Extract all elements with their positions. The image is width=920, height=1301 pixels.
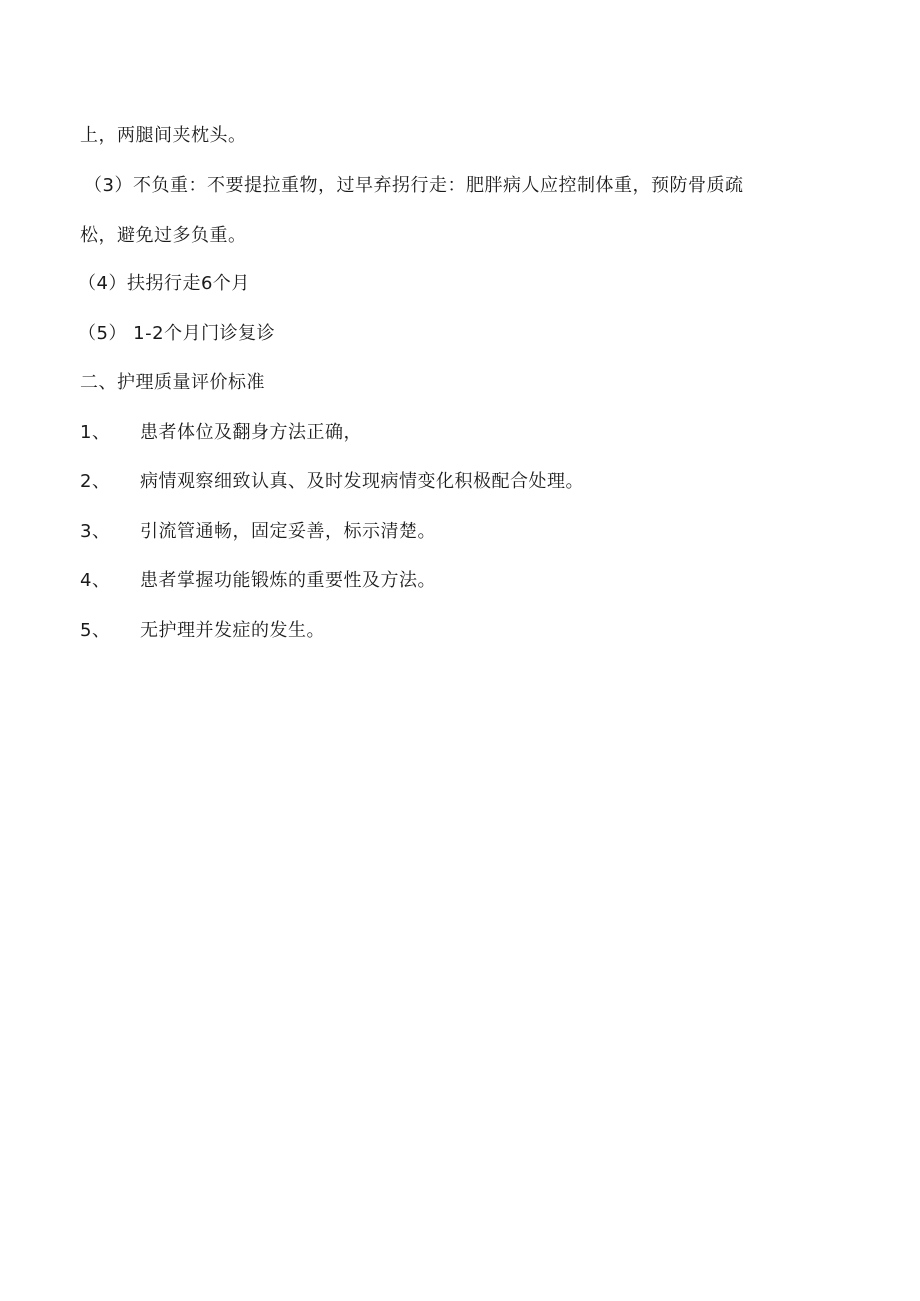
criteria-item — [80, 569, 436, 593]
section-heading: 二、护理质量评价标准 — [80, 372, 265, 393]
criteria-number: 2、 — [80, 471, 111, 492]
criteria-item — [80, 421, 362, 445]
paragraph-line: （5） 1-2个月门诊复诊 — [78, 323, 276, 344]
criteria-text: 患者掌握功能锻炼的重要性及方法。 — [140, 570, 436, 591]
paragraph-line: 松，避免过多负重。 — [80, 225, 247, 246]
criteria-number: 1、 — [80, 422, 111, 443]
paragraph-line: 上，两腿间夹枕头。 — [80, 125, 247, 146]
criteria-item — [80, 520, 436, 544]
criteria-item — [80, 619, 325, 643]
paragraph-line: （4）扶拐行走6个月 — [78, 273, 250, 294]
criteria-text: 引流管通畅，固定妥善，标示清楚。 — [140, 521, 436, 542]
criteria-number: 5、 — [80, 620, 111, 641]
criteria-number: 4、 — [80, 570, 111, 591]
criteria-item — [80, 470, 584, 494]
criteria-text: 患者体位及翻身方法正确， — [140, 422, 362, 443]
criteria-number: 3、 — [80, 521, 111, 542]
criteria-text: 病情观察细致认真、及时发现病情变化积极配合处理。 — [140, 471, 584, 492]
paragraph-line: （3）不负重：不要提拉重物，过早弃拐行走：肥胖病人应控制体重，预防骨质疏 — [84, 175, 744, 196]
criteria-text: 无护理并发症的发生。 — [140, 620, 325, 641]
